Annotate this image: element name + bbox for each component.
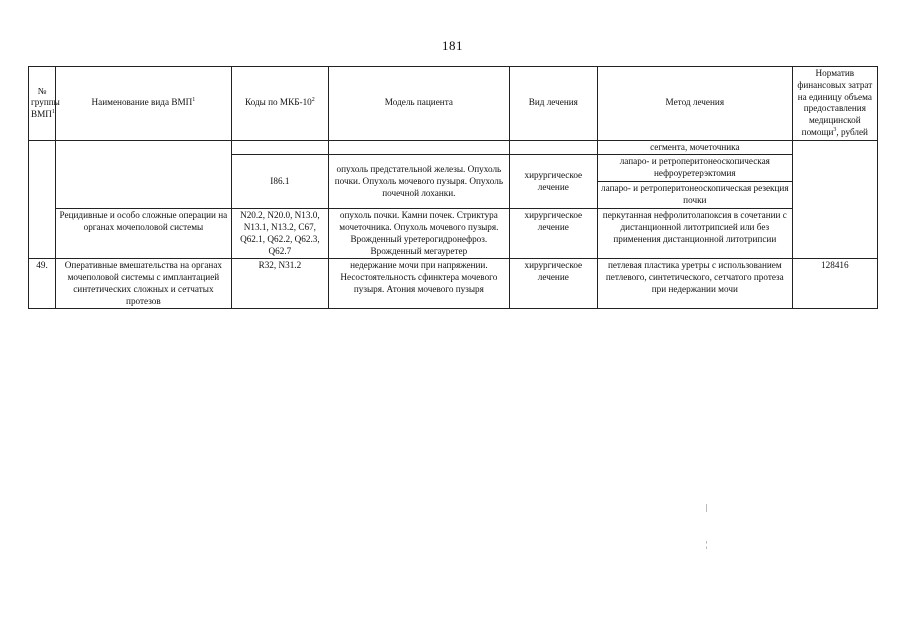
header-group-number: № группы ВМП$^1$ xyxy=(29,67,56,141)
model-cell: опухоль почки. Камни почек. Стриктура мочеточника. Опухоль мочевого пузыря. Врожденный уретерогидронефроз. Врожденный мегауретер xyxy=(329,209,510,259)
method-cell: перкутанная нефролитолапоксия в сочетании с дистанционной литотрипсией или без применения дистанционной литотрипсии xyxy=(597,209,792,259)
method-cell: петлевая пластика уретры с использованием петлевого, синтетического, сетчатого протеза при недержании мочи xyxy=(597,259,792,309)
codes-cell: R32, N31.2 xyxy=(231,259,328,309)
header-cost-standard: Норматив финансовых затрат на единицу объема предоставления медицинской помощи$^3$, рублей xyxy=(792,67,877,141)
vmp-name-cell: Оперативные вмешательства на органах мочеполовой системы с имплантацией синтетических сложных и сетчатых протезов xyxy=(56,259,232,309)
scan-mark: | xyxy=(706,503,708,512)
header-patient-model: Модель пациента xyxy=(329,67,510,141)
method-cell: сегмента, мочеточника xyxy=(597,140,792,155)
table-header-row xyxy=(29,67,878,141)
table-row xyxy=(29,259,878,309)
treatment-cell: хирургическое лечение xyxy=(509,259,597,309)
cost-cell xyxy=(792,140,877,259)
table-row xyxy=(29,209,878,259)
header-treatment-method: Метод лечения xyxy=(597,67,792,141)
header-vmp-name: Наименование вида ВМП$^1$ xyxy=(56,67,232,141)
method-item: лапаро- и ретроперитонеоскопическая резекция почки xyxy=(598,181,792,208)
table-row xyxy=(29,140,878,155)
model-cell: недержание мочи при напряжении. Несостоятельность сфинктера мочевого пузыря. Атония мочевого пузыря xyxy=(329,259,510,309)
codes-cell: I86.1 xyxy=(231,155,328,209)
cost-cell: 128416 xyxy=(792,259,877,309)
codes-cell xyxy=(231,140,328,155)
model-cell: опухоль предстательной железы. Опухоль почки. Опухоль мочевого пузыря. Опухоль почечной лоханки. xyxy=(329,155,510,209)
header-icd-codes: Коды по МКБ-$10^2$ xyxy=(231,67,328,141)
codes-cell: N20.2, N20.0, N13.0, N13.1, N13.2, C67, Q62.1, Q62.2, Q62.3, Q62.7 xyxy=(231,209,328,259)
vmp-name-cell xyxy=(56,140,232,209)
model-cell xyxy=(329,140,510,155)
method-item: лапаро- и ретроперитонеоскопическая нефроуретерэктомия xyxy=(619,156,770,179)
vmp-table xyxy=(28,66,878,309)
header-treatment-type: Вид лечения xyxy=(509,67,597,141)
vmp-name-cell: Рецидивные и особо сложные операции на органах мочеполовой системы xyxy=(56,209,232,259)
scan-mark: ¦ xyxy=(706,540,708,549)
treatment-cell: хирургическое лечение xyxy=(509,209,597,259)
treatment-cell xyxy=(509,140,597,155)
page-number: 181 xyxy=(442,38,463,53)
group-number-cell xyxy=(29,140,56,259)
method-cell xyxy=(597,155,792,209)
group-number-cell: 49. xyxy=(29,259,56,309)
treatment-cell: хирургическое лечение xyxy=(509,155,597,209)
